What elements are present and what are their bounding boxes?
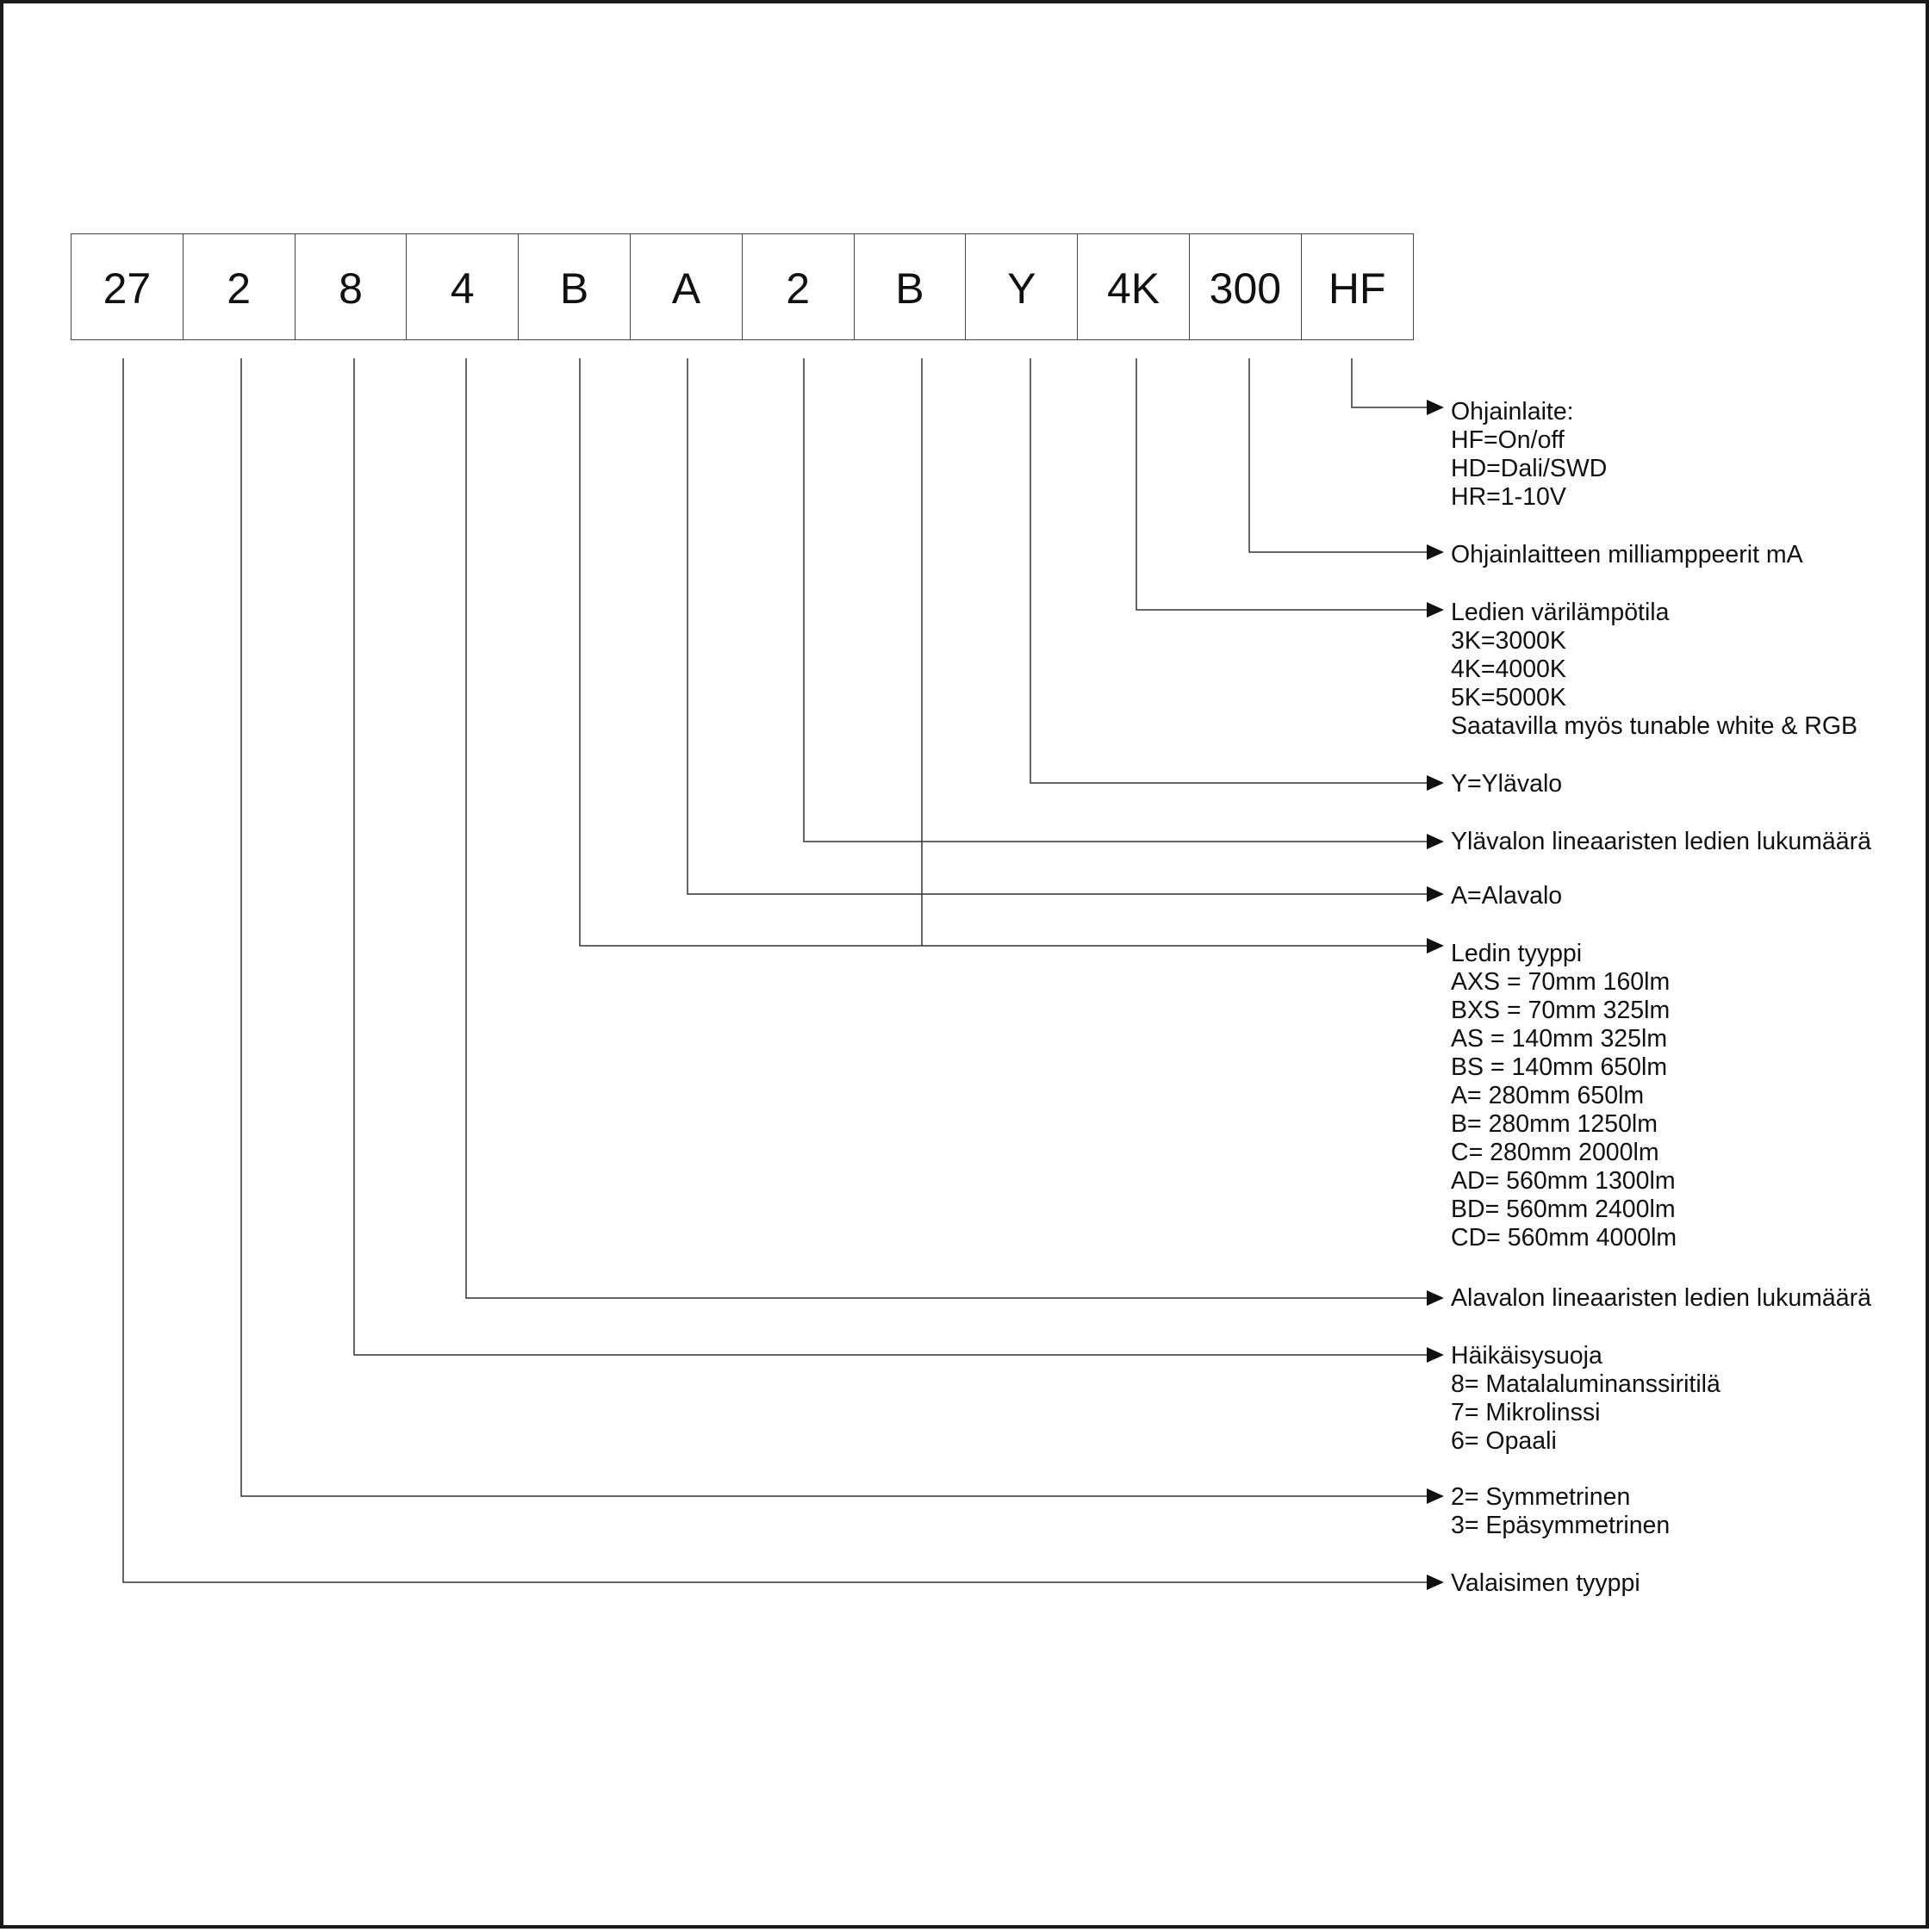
code-cell-luminaire-type: 27 (72, 233, 184, 340)
connector-luminaire-type (123, 358, 1441, 1582)
arrow-downlight (1427, 886, 1444, 902)
connector-downlight (688, 358, 1441, 894)
connector-symmetry (241, 358, 1441, 1496)
arrow-led-type (1427, 938, 1444, 954)
legend-symmetry: 2= Symmetrinen 3= Epäsymmetrinen (1451, 1483, 1671, 1539)
code-cell-uplight-led-type: B (855, 233, 967, 340)
code-cell-uplight-count: 2 (743, 233, 855, 340)
code-cell-milliamps: 300 (1190, 233, 1302, 340)
connector-downlight-led-type (580, 358, 1441, 946)
legend-glare-shield: Häikäisysuoja 8= Matalaluminanssiritilä 7= Mikrolinssi 6= Opaali (1451, 1342, 1721, 1455)
code-cell-color-temperature: 4K (1078, 233, 1190, 340)
code-cell-downlight-count: 4 (407, 233, 519, 340)
connector-downlight-count (466, 358, 1441, 1298)
legend-controller: Ohjainlaite: HF=On/off HD=Dali/SWD HR=1-10V (1451, 398, 1608, 511)
arrow-controller (1427, 400, 1444, 415)
connector-milliamps (1249, 358, 1441, 552)
connector-uplight (1030, 358, 1441, 783)
arrow-downlight-count (1427, 1290, 1444, 1306)
legend-uplight: Y=Ylävalo (1451, 770, 1563, 798)
arrow-luminaire-type (1427, 1575, 1444, 1590)
connector-uplight-count (804, 358, 1441, 842)
legend-downlight-count: Alavalon lineaaristen ledien lukumäärä (1451, 1284, 1871, 1312)
legend-luminaire-type: Valaisimen tyyppi (1451, 1569, 1640, 1597)
legend-uplight-count: Ylävalon lineaaristen ledien lukumäärä (1451, 828, 1871, 855)
arrow-glare (1427, 1347, 1444, 1363)
connector-color-temp (1136, 358, 1441, 610)
code-cell-uplight: Y (966, 233, 1078, 340)
arrow-color-temp (1427, 602, 1444, 618)
arrow-uplight (1427, 775, 1444, 791)
connector-glare (354, 358, 1441, 1355)
arrow-milliamps (1427, 544, 1444, 560)
code-cell-symmetry: 2 (184, 233, 296, 340)
code-cell-controller: HF (1302, 233, 1414, 340)
arrow-symmetry (1427, 1488, 1444, 1504)
code-cell-downlight: A (631, 233, 743, 340)
legend-milliamps: Ohjainlaitteen milliamppeerit mA (1451, 541, 1803, 568)
legend-downlight: A=Alavalo (1451, 882, 1563, 910)
code-cell-glare-shield: 8 (296, 233, 408, 340)
arrow-uplight-count (1427, 834, 1444, 849)
legend-led-type: Ledin tyyppi AXS = 70mm 160lm BXS = 70mm 325lm AS = 140mm 325lm BS = 140mm 650lm A= 280mm 650lm B= 280mm 1250lm C= 280mm 2000lm AD= 560mm 1300lm BD= 560mm 2400lm CD= 560mm 4000lm (1451, 940, 1677, 1252)
legend-color-temperature: Ledien värilämpötila 3K=3000K 4K=4000K 5K=5000K Saatavilla myös tunable white & RGB (1451, 599, 1858, 740)
code-cell-downlight-led-type: B (519, 233, 631, 340)
